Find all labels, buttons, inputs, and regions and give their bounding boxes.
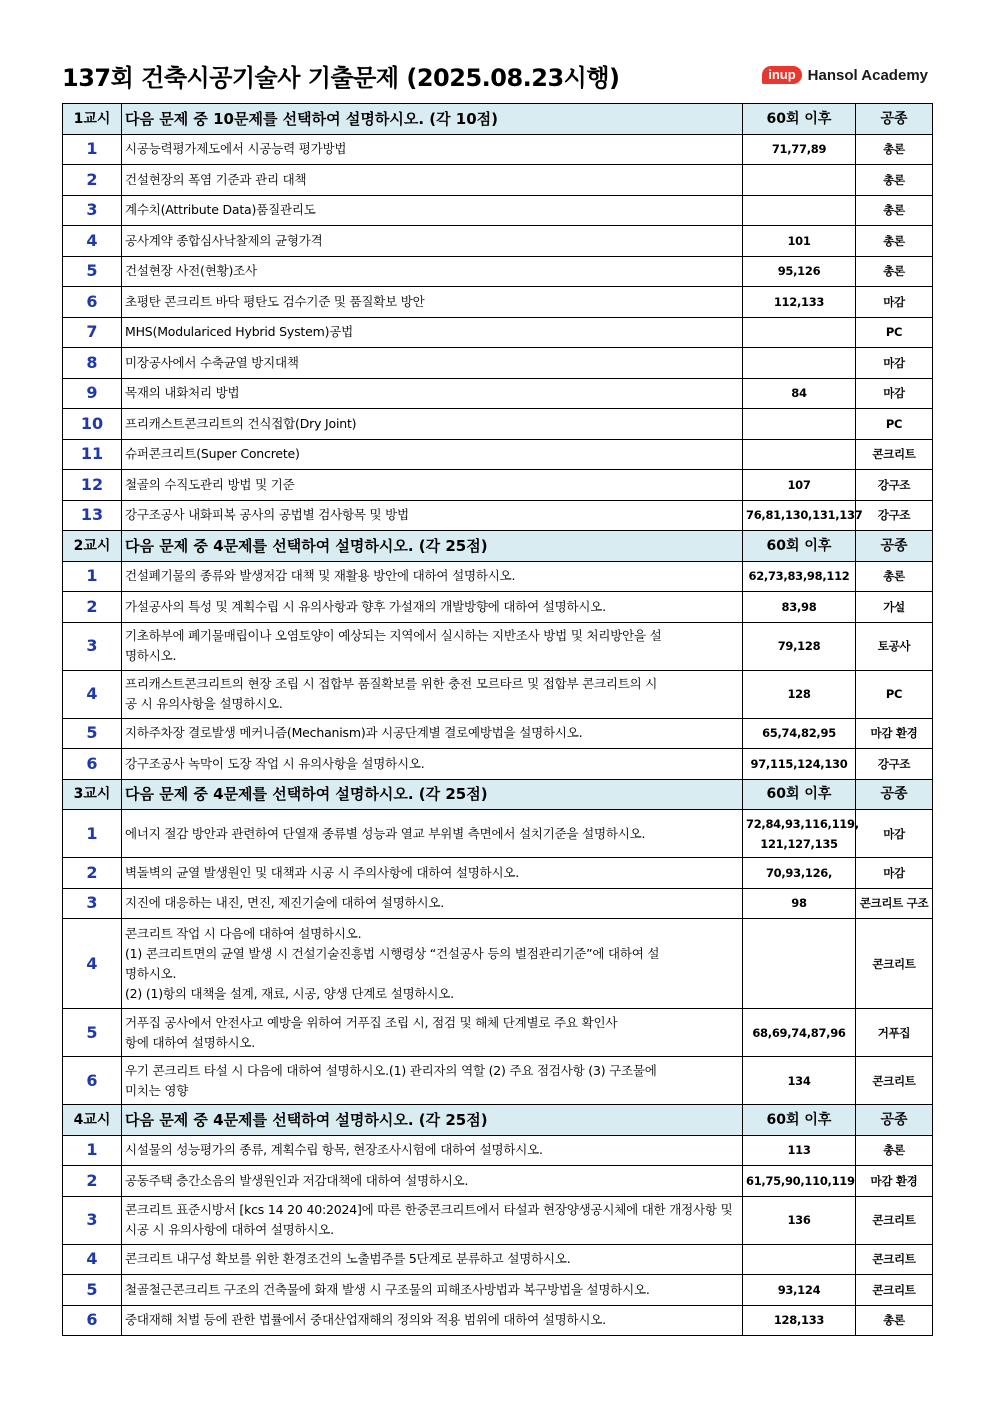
category: 총론	[856, 226, 933, 257]
ref-header: 60회 이후	[743, 779, 856, 810]
question-text	[122, 888, 743, 919]
question-line: 공사계약 종합심사낙찰제의 균형가격	[125, 232, 323, 248]
category: 마감	[856, 378, 933, 409]
question-line: 콘크리트 내구성 확보를 위한 환경조건의 노출범주를 5단계로 분류하고 설명하시오.	[125, 1251, 571, 1267]
question-line: 철골의 수직도관리 방법 및 기준	[125, 476, 295, 492]
question-row	[63, 500, 933, 531]
question-number: 2	[63, 1166, 122, 1197]
category: 콘크리트 구조	[856, 888, 933, 919]
question-row	[63, 195, 933, 226]
previous-rounds	[743, 195, 856, 226]
question-row	[63, 670, 933, 718]
section-instruction: 다음 문제 중 4문제를 선택하여 설명하시오. (각 25점)	[122, 1105, 743, 1136]
category: 마감	[856, 858, 933, 889]
question-number: 11	[63, 439, 122, 470]
question-line: 강구조공사 녹막이 도장 작업 시 유의사항을 설명하시오.	[125, 755, 425, 771]
previous-rounds-line: 128,133	[773, 1313, 825, 1328]
question-number: 7	[63, 317, 122, 348]
question-text	[122, 561, 743, 592]
question-number: 2	[63, 592, 122, 623]
question-line: 지진에 대응하는 내진, 면진, 제진기술에 대하여 설명하시오.	[125, 895, 444, 911]
category: 콘크리트	[856, 919, 933, 1009]
category: 마감 환경	[856, 1166, 933, 1197]
category: 강구조	[856, 749, 933, 780]
previous-rounds-line: 68,69,74,87,96	[752, 1025, 846, 1040]
previous-rounds	[743, 1135, 856, 1166]
question-row	[63, 749, 933, 780]
question-text	[122, 858, 743, 889]
previous-rounds	[743, 165, 856, 196]
question-text	[122, 749, 743, 780]
question-line: 슈퍼콘크리트(Super Concrete)	[125, 446, 300, 462]
question-text	[122, 1196, 743, 1244]
previous-rounds-line: 71,77,89	[771, 142, 827, 157]
previous-rounds-line: 93,124	[777, 1282, 821, 1297]
question-number: 5	[63, 1275, 122, 1306]
question-number: 2	[63, 858, 122, 889]
category: PC	[856, 670, 933, 718]
category: 콘크리트	[856, 1196, 933, 1244]
question-number: 1	[63, 810, 122, 858]
previous-rounds	[743, 1305, 856, 1336]
category: 강구조	[856, 500, 933, 531]
question-line: 건설현장의 폭염 기준과 관리 대책	[125, 171, 307, 187]
previous-rounds	[743, 470, 856, 501]
question-number: 13	[63, 500, 122, 531]
question-row	[63, 256, 933, 287]
previous-rounds	[743, 1166, 856, 1197]
question-line: 에너지 절감 방안과 관련하여 단열재 종류별 성능과 열교 부위별 측면에서 설치기준을 설명하시오.	[125, 825, 646, 841]
question-line: 명하시오.	[125, 965, 177, 981]
question-line: MHS(Modulariced Hybrid System)공법	[125, 324, 353, 340]
question-row	[63, 858, 933, 889]
previous-rounds-line: 95,126	[777, 264, 821, 279]
previous-rounds	[743, 317, 856, 348]
question-line: 콘크리트 표준시방서 [kcs 14 20 40:2024]에 따른 한중콘크리트에서 타설과 현장양생공시체에 대한 개정사항 및	[125, 1202, 733, 1217]
previous-rounds	[743, 256, 856, 287]
question-text	[122, 134, 743, 165]
previous-rounds	[743, 749, 856, 780]
question-text	[122, 810, 743, 858]
question-text	[122, 348, 743, 379]
question-number: 12	[63, 470, 122, 501]
question-line: 건설현장 사전(현황)조사	[125, 263, 257, 279]
previous-rounds	[743, 888, 856, 919]
previous-rounds-line: 72,84,93,116,119,	[746, 816, 859, 831]
question-text	[122, 409, 743, 440]
question-text	[122, 1166, 743, 1197]
question-line: 계수치(Attribute Data)품질관리도	[125, 202, 316, 218]
question-number: 3	[63, 195, 122, 226]
previous-rounds-line: 112,133	[773, 294, 825, 309]
section-instruction: 다음 문제 중 4문제를 선택하여 설명하시오. (각 25점)	[122, 531, 743, 562]
question-row	[63, 810, 933, 858]
question-line: 목재의 내화처리 방법	[125, 385, 240, 401]
question-row	[63, 1275, 933, 1306]
previous-rounds-line: 101	[787, 233, 811, 248]
previous-rounds-line: 98	[791, 896, 807, 911]
question-number: 3	[63, 622, 122, 670]
question-line: 시공 시 유의사항에 대하여 설명하시오.	[125, 1222, 334, 1237]
category: 총론	[856, 195, 933, 226]
question-row	[63, 622, 933, 670]
category: 총론	[856, 134, 933, 165]
previous-rounds	[743, 348, 856, 379]
category: 콘크리트	[856, 439, 933, 470]
exam-table	[62, 103, 933, 1336]
previous-rounds	[743, 919, 856, 1009]
category: 총론	[856, 561, 933, 592]
question-line: (1) 콘크리트면의 균열 발생 시 건설기술진흥법 시행령상 “건설공사 등의 벌점관리기준”에 대하여 설	[125, 945, 660, 961]
question-number: 5	[63, 1009, 122, 1057]
question-text	[122, 592, 743, 623]
category-header: 공종	[856, 779, 933, 810]
previous-rounds-line: 76,81,130,131,137	[746, 508, 863, 523]
question-line: 콘크리트 작업 시 다음에 대하여 설명하시오.	[125, 925, 362, 941]
question-number: 1	[63, 1135, 122, 1166]
logo-badge: inup	[762, 66, 801, 84]
question-text	[122, 1305, 743, 1336]
question-line: 명하시오.	[125, 648, 177, 663]
category: 거푸집	[856, 1009, 933, 1057]
category: 마감	[856, 348, 933, 379]
question-row	[63, 348, 933, 379]
question-text	[122, 500, 743, 531]
question-number: 2	[63, 165, 122, 196]
previous-rounds-line: 121,127,135	[760, 836, 838, 851]
question-number: 8	[63, 348, 122, 379]
question-number: 6	[63, 1305, 122, 1336]
category: PC	[856, 409, 933, 440]
question-row	[63, 134, 933, 165]
previous-rounds-line: 61,75,90,110,119	[746, 1173, 855, 1188]
question-line: 기초하부에 폐기물매립이나 오염토양이 예상되는 지역에서 실시하는 지반조사 방법 및 처리방안을 설	[125, 628, 662, 643]
question-row	[63, 1305, 933, 1336]
question-row	[63, 1196, 933, 1244]
question-number: 1	[63, 561, 122, 592]
question-number: 1	[63, 134, 122, 165]
question-line: 시공능력평가제도에서 시공능력 평가방법	[125, 141, 347, 157]
question-row	[63, 888, 933, 919]
section-instruction: 다음 문제 중 4문제를 선택하여 설명하시오. (각 25점)	[122, 779, 743, 810]
section-header	[63, 1105, 933, 1136]
question-text	[122, 439, 743, 470]
category: 총론	[856, 1305, 933, 1336]
previous-rounds-line: 70,93,126,	[765, 865, 833, 880]
question-text	[122, 1009, 743, 1057]
question-text	[122, 287, 743, 318]
page-header	[62, 58, 930, 98]
question-row	[63, 1057, 933, 1105]
section-label: 4교시	[63, 1105, 122, 1136]
question-text	[122, 470, 743, 501]
question-number: 6	[63, 287, 122, 318]
question-row	[63, 561, 933, 592]
question-number: 6	[63, 1057, 122, 1105]
ref-header: 60회 이후	[743, 531, 856, 562]
question-line: 공동주택 층간소음의 발생원인과 저감대책에 대하여 설명하시오.	[125, 1172, 469, 1188]
question-text	[122, 1244, 743, 1275]
question-text	[122, 226, 743, 257]
category: 가설	[856, 592, 933, 623]
question-number: 3	[63, 888, 122, 919]
question-number: 10	[63, 409, 122, 440]
question-line: 초평탄 콘크리트 바닥 평탄도 검수기준 및 품질확보 방안	[125, 293, 425, 309]
question-line: (2) (1)항의 대책을 설계, 재료, 시공, 양생 단계로 설명하시오.	[125, 985, 454, 1001]
previous-rounds-line: 136	[787, 1213, 811, 1227]
question-text	[122, 718, 743, 749]
category: 콘크리트	[856, 1275, 933, 1306]
previous-rounds	[743, 287, 856, 318]
question-line: 프리캐스트콘크리트의 건식접합(Dry Joint)	[125, 415, 357, 431]
question-number: 9	[63, 378, 122, 409]
category-header: 공종	[856, 104, 933, 135]
question-line: 항에 대하여 설명하시오.	[125, 1034, 256, 1050]
question-line: 지하주차장 결로발생 메커니즘(Mechanism)과 시공단계별 결로예방법을 설명하시오.	[125, 725, 583, 741]
category: 총론	[856, 1135, 933, 1166]
question-row	[63, 1244, 933, 1275]
section-header	[63, 531, 933, 562]
category: 콘크리트	[856, 1244, 933, 1275]
question-row	[63, 1009, 933, 1057]
previous-rounds	[743, 592, 856, 623]
previous-rounds	[743, 1196, 856, 1244]
question-row	[63, 317, 933, 348]
question-text	[122, 165, 743, 196]
question-text	[122, 317, 743, 348]
question-text	[122, 622, 743, 670]
question-number: 6	[63, 749, 122, 780]
previous-rounds	[743, 810, 859, 858]
question-line: 벽돌벽의 균열 발생원인 및 대책과 시공 시 주의사항에 대하여 설명하시오.	[125, 864, 519, 880]
section-label: 1교시	[63, 104, 122, 135]
question-line: 거푸집 공사에서 안전사고 예방을 위하여 거푸집 조립 시, 점검 및 해체 단계별로 주요 확인사	[125, 1014, 618, 1030]
question-row	[63, 470, 933, 501]
section-label: 3교시	[63, 779, 122, 810]
previous-rounds	[743, 718, 856, 749]
category: 마감	[856, 287, 933, 318]
category: 마감 환경	[856, 718, 933, 749]
question-line: 우기 콘크리트 타설 시 다음에 대하여 설명하시오.(1) 관리자의 역할 (2) 주요 점검사항 (3) 구조물에	[125, 1062, 657, 1078]
category: 강구조	[856, 470, 933, 501]
previous-rounds	[743, 134, 856, 165]
previous-rounds-line: 97,115,124,130	[750, 756, 848, 771]
question-number: 4	[63, 226, 122, 257]
question-line: 공 시 유의사항을 설명하시오.	[125, 696, 283, 711]
question-line: 시설물의 성능평가의 종류, 계획수립 항목, 현장조사시험에 대하여 설명하시오.	[125, 1142, 543, 1158]
category: 마감	[856, 810, 933, 858]
question-text	[122, 1135, 743, 1166]
section-header	[63, 104, 933, 135]
question-line: 철골철근콘크리트 구조의 건축물에 화재 발생 시 구조물의 피해조사방법과 복구방법을 설명하시오.	[125, 1281, 650, 1297]
question-row	[63, 592, 933, 623]
question-line: 미치는 영향	[125, 1082, 189, 1098]
question-number: 5	[63, 256, 122, 287]
previous-rounds	[743, 670, 856, 718]
previous-rounds-line: 83,98	[781, 599, 817, 614]
question-row	[63, 287, 933, 318]
academy-logo	[762, 66, 928, 84]
previous-rounds	[743, 1275, 856, 1306]
category: 토공사	[856, 622, 933, 670]
ref-header: 60회 이후	[743, 104, 856, 135]
category-header: 공종	[856, 1105, 933, 1136]
previous-rounds	[743, 858, 856, 889]
previous-rounds-line: 113	[787, 1143, 811, 1158]
previous-rounds-line: 65,74,82,95	[762, 726, 836, 741]
question-number: 4	[63, 919, 122, 1009]
previous-rounds	[743, 409, 856, 440]
previous-rounds-line: 107	[787, 477, 811, 492]
category: 총론	[856, 165, 933, 196]
question-text	[122, 670, 743, 718]
question-number: 3	[63, 1196, 122, 1244]
question-row	[63, 378, 933, 409]
question-number: 5	[63, 718, 122, 749]
question-line: 가설공사의 특성 및 계획수립 시 유의사항과 향후 가설재의 개발방향에 대하여 설명하시오.	[125, 598, 606, 614]
question-text	[122, 919, 743, 1009]
question-row	[63, 1135, 933, 1166]
previous-rounds	[743, 226, 856, 257]
question-line: 프리캐스트콘크리트의 현장 조립 시 접합부 품질확보를 위한 충전 모르타르 및 접합부 콘크리트의 시	[125, 676, 658, 691]
question-row	[63, 439, 933, 470]
previous-rounds-line: 134	[787, 1073, 811, 1088]
previous-rounds	[743, 500, 863, 531]
section-label: 2교시	[63, 531, 122, 562]
previous-rounds	[743, 622, 856, 670]
category: 총론	[856, 256, 933, 287]
page-title: 137회 건축시공기술사 기출문제 (2025.08.23시행)	[62, 64, 620, 92]
logo-name: Hansol Academy	[807, 66, 928, 84]
question-line: 건설폐기물의 종류와 발생저감 대책 및 재활용 방안에 대하여 설명하시오.	[125, 568, 516, 584]
section-header	[63, 779, 933, 810]
question-row	[63, 165, 933, 196]
question-row	[63, 1166, 933, 1197]
question-text	[122, 1275, 743, 1306]
question-line: 강구조공사 내화피복 공사의 공법별 검사항목 및 방법	[125, 507, 409, 523]
question-row	[63, 409, 933, 440]
section-instruction: 다음 문제 중 10문제를 선택하여 설명하시오. (각 10점)	[122, 104, 743, 135]
question-text	[122, 195, 743, 226]
question-text	[122, 378, 743, 409]
question-text	[122, 256, 743, 287]
question-line: 미장공사에서 수축균열 방지대책	[125, 354, 299, 370]
previous-rounds	[743, 1009, 856, 1057]
question-line: 중대재해 처벌 등에 관한 법률에서 중대산업재해의 정의와 적용 범위에 대하여 설명하시오.	[125, 1312, 606, 1328]
question-row	[63, 226, 933, 257]
question-row	[63, 718, 933, 749]
category-header: 공종	[856, 531, 933, 562]
question-row	[63, 919, 933, 1009]
previous-rounds	[743, 561, 856, 592]
previous-rounds	[743, 1057, 856, 1105]
question-text	[122, 1057, 743, 1105]
previous-rounds	[743, 1244, 856, 1275]
previous-rounds-line: 79,128	[777, 639, 821, 653]
previous-rounds-line: 62,73,83,98,112	[748, 569, 850, 584]
previous-rounds	[743, 378, 856, 409]
category: PC	[856, 317, 933, 348]
previous-rounds-line: 84	[791, 386, 807, 401]
previous-rounds-line: 128	[787, 687, 811, 701]
question-number: 4	[63, 670, 122, 718]
ref-header: 60회 이후	[743, 1105, 856, 1136]
question-number: 4	[63, 1244, 122, 1275]
category: 콘크리트	[856, 1057, 933, 1105]
previous-rounds	[743, 439, 856, 470]
